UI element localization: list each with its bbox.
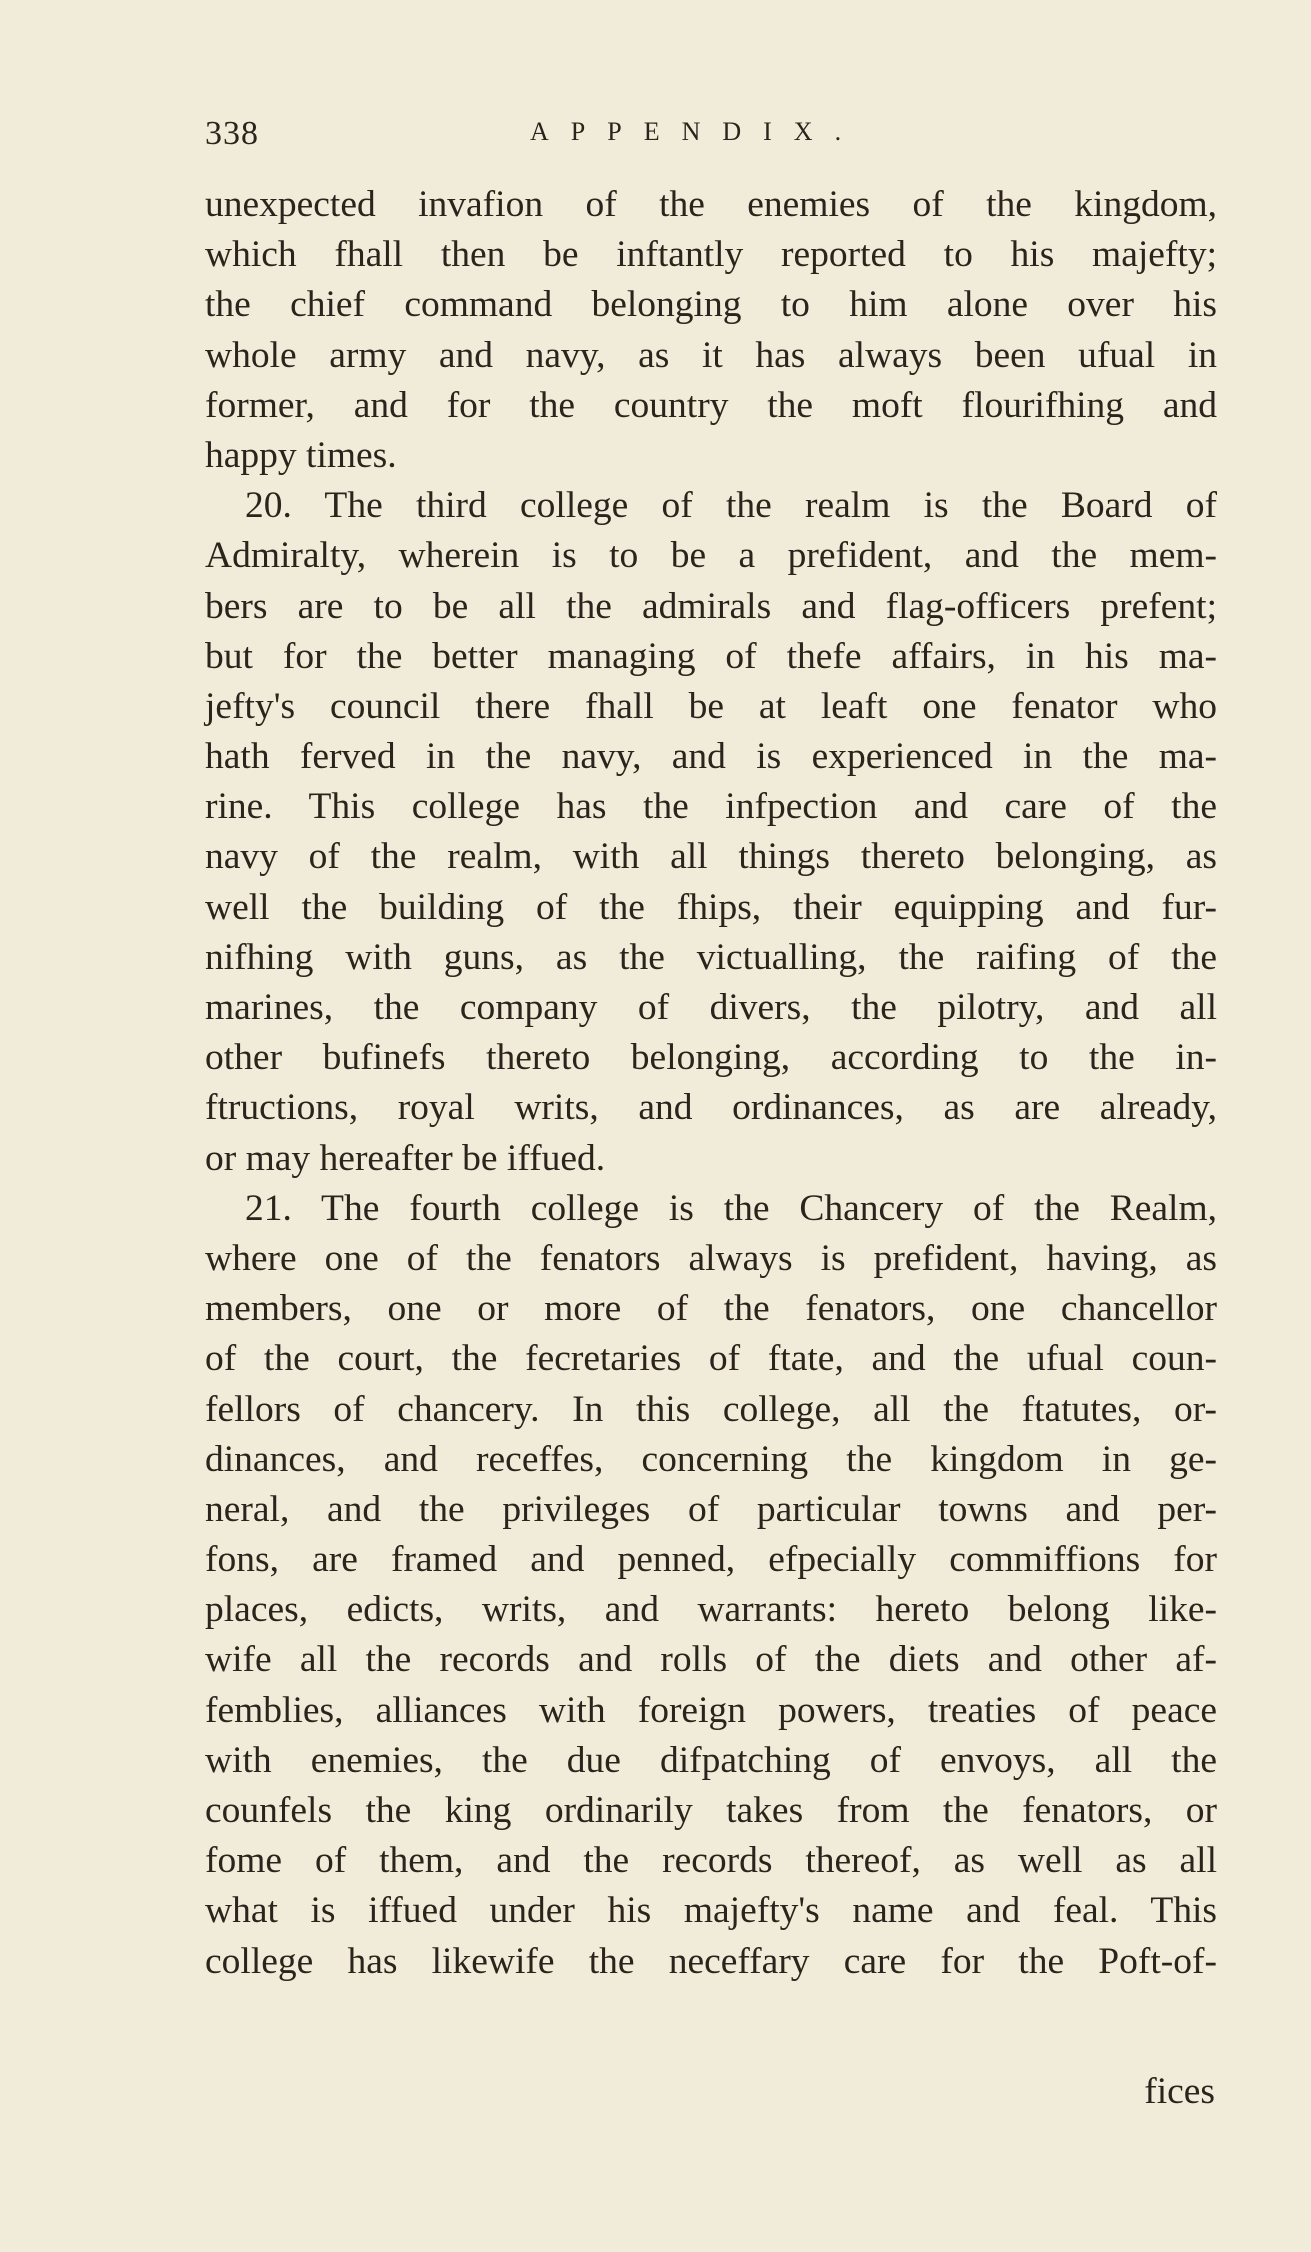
- text-line: fellors of chancery. In this college, all the ftatutes, or-: [205, 1388, 1217, 1430]
- text-line: whole army and navy, as it has always been ufual in: [205, 334, 1217, 376]
- text-line: college has likewife the neceffary care for the Poft-of-: [205, 1940, 1217, 1982]
- catchword: fices: [1144, 2071, 1215, 2112]
- text-line: ftructions, royal writs, and ordinances, as are already,: [205, 1087, 1217, 1129]
- text-line: where one of the fenators always is prefident, having, as: [205, 1237, 1217, 1279]
- text-line: what is iffued under his majefty's name and feal. This: [205, 1890, 1217, 1932]
- text-line: with enemies, the due difpatching of envoys, all the: [205, 1739, 1217, 1781]
- text-line: bers are to be all the admirals and flag-officers prefent;: [205, 585, 1217, 627]
- text-line: dinances, and receffes, concerning the kingdom in ge-: [205, 1438, 1217, 1480]
- text-line: wife all the records and rolls of the diets and other af-: [205, 1639, 1217, 1681]
- text-line: fons, are framed and penned, efpecially commiffions for: [205, 1539, 1217, 1581]
- text-line: unexpected invafion of the enemies of the kingdom,: [205, 184, 1217, 225]
- text-line: places, edicts, writs, and warrants: hereto belong like-: [205, 1589, 1217, 1631]
- text-line: hath ferved in the navy, and is experienced in the ma-: [205, 736, 1217, 778]
- text-line: navy of the realm, with all things thereto belonging, as: [205, 836, 1217, 878]
- text-line: but for the better managing of thefe affairs, in his ma-: [205, 635, 1217, 677]
- text-line: the chief command belonging to him alone over his: [205, 284, 1217, 326]
- text-line: neral, and the privileges of particular towns and per-: [205, 1488, 1217, 1530]
- body-text: [205, 180, 1217, 1987]
- text-line: well the building of the fhips, their equipping and fur-: [205, 886, 1217, 928]
- text-line: happy times.: [205, 434, 397, 476]
- running-title: APPENDIX.: [530, 117, 864, 146]
- text-line: marines, the company of divers, the pilotry, and all: [205, 987, 1217, 1028]
- text-line: Admiralty, wherein is to be a prefident, and the mem-: [205, 535, 1217, 577]
- text-line: femblies, alliances with foreign powers, treaties of peace: [205, 1689, 1217, 1731]
- text-line: 20. The third college of the realm is the Board of: [245, 485, 1217, 527]
- text-line: jefty's council there fhall be at leaft one fenator who: [205, 685, 1217, 727]
- text-line: nifhing with guns, as the victualling, the raifing of the: [205, 936, 1217, 978]
- text-line: members, one or more of the fenators, one chancellor: [205, 1288, 1217, 1330]
- text-line: rine. This college has the infpection and care of the: [205, 786, 1217, 828]
- page-number: 338: [205, 115, 259, 152]
- text-line: fome of them, and the records thereof, as well as all: [205, 1840, 1217, 1882]
- text-line: or may hereafter be iffued.: [205, 1137, 606, 1179]
- running-head: [205, 115, 1055, 155]
- text-line: counfels the king ordinarily takes from the fenators, or: [205, 1790, 1217, 1831]
- text-line: of the court, the fecretaries of ftate, and the ufual coun-: [205, 1338, 1217, 1380]
- text-line: former, and for the country the moft flourifhing and: [205, 384, 1217, 426]
- text-line: 21. The fourth college is the Chancery of the Realm,: [245, 1187, 1217, 1229]
- text-line: which fhall then be inftantly reported to his majefty;: [205, 234, 1217, 276]
- text-line: other bufinefs thereto belonging, according to the in-: [205, 1037, 1217, 1079]
